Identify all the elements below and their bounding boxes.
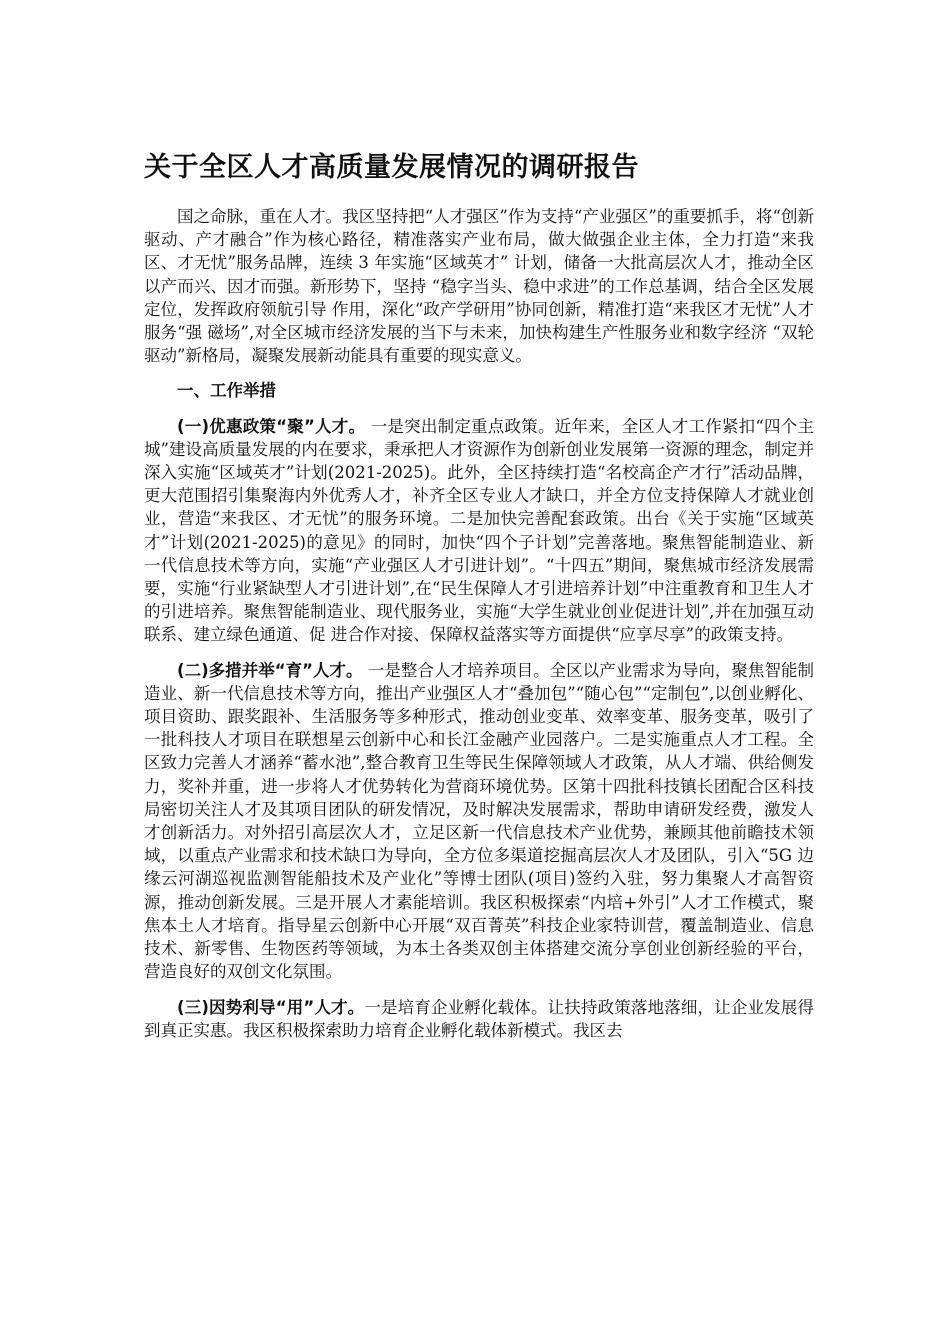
subsection-cultivate-heading: (二)多措并举“育”人才。 bbox=[177, 660, 363, 680]
document-title: 关于全区人才高质量发展情况的调研报告 bbox=[144, 152, 639, 183]
subsection-utilize-heading: (三)因势利导“用”人才。 bbox=[177, 997, 365, 1017]
subsection-utilize-paragraph bbox=[144, 996, 814, 1042]
intro-paragraph: 国之命脉，重在人才。我区坚持把“人才强区”作为支持“产业强区”的重要抓手，将“创新驱动、产才融合”作为核心路径，精准落实产业布局，做大做强企业主体，全力打造“来我区、才无忧”服务品牌，连续 3 年实施“区域英才” 计划，储备一大批高层次人才，推动全区以产而兴、因才而强。新形势下，坚持 “稳字当头、稳中求进”的工作总基调，结合全区发展定位，发挥政府领航引导 作用，深化“政产学研用”协同创新，精准打造“来我区才无忧”人才服务“强 磁场”,对全区城市经济发展的当下与未来，加快构建生产性服务业和数字经济 “双轮驱动”新格局，凝聚发展新动能具有重要的现实意义。 bbox=[144, 207, 814, 366]
subsection-policy-text: 一是突出制定重点政策。近年来，全区人才工作紧扣“四个主城”建设高质量发展的内在要求，秉承把人才资源作为创新创业发展第一资源的理念，制定并深入实施“区域英才”计划(2021-2025)。此外，全区持续打造“名校高企产才行”活动品牌，更大范围招引集聚海内外优秀人才，补齐全区专业人才缺口，并全方位支持保障人才就业创业，营造“来我区、才无忧”的服务环境。二是加快完善配套政策。出台《关于实施“区域英才”计划(2021-2025)的意见》的同时，加快“四个子计划”完善落地。聚焦智能制造业、新一代信息技术等方向，实施“产业强区人才引进计划”。“十四五”期间，聚焦城市经济发展需要，实施“行业紧缺型人才引进计划”,在“民生保障人才引进培养计划”中注重教育和卫生人才的引进培养。聚焦智能制造业、现代服务业，实施“大学生就业创业促进计划”,并在加强互动联系、建立绿色通道、促 进合作对接、保障权益落实等方面提供“应享尽享”的政策支持。 bbox=[144, 416, 814, 645]
subsection-policy-heading: (一)优惠政策“聚”人才。 bbox=[177, 416, 366, 436]
section-heading-work-measures: 一、工作举措 bbox=[177, 381, 276, 401]
document-body bbox=[144, 205, 814, 1042]
subsection-policy-paragraph bbox=[144, 415, 814, 647]
subsection-utilize-text: 一是培育企业孵化载体。让扶持政策落地落细，让企业发展得到真正实惠。我区积极探索助力培育企业孵化载体新模式。我区去 bbox=[144, 997, 814, 1040]
subsection-cultivate-paragraph bbox=[144, 659, 814, 984]
subsection-cultivate-text: 一是整合人才培养项目。全区以产业需求为导向，聚焦智能制造业、新一代信息技术等方向，推出产业强区人才“叠加包”“随心包”“定制包”,以创业孵化、项目资助、跟奖跟补、生活服务等多种形式，推动创业变革、效率变革、服务变革，吸引了一批科技人才项目在联想星云创新中心和长江金融产业园落户。二是实施重点人才工程。全区致力完善人才涵养“蓄水池”,整合教育卫生等民生保障领域人才政策，从人才端、供给侧发力，奖补并重，进一步将人才优势转化为营商环境优势。区第十四批科技镇长团配合区科技局密切关注人才及其项目团队的研发情况，及时解决发展需求，帮助申请研发经费，激发人才创新活力。对外招引高层次人才，立足区新一代信息技术产业优势，兼顾其他前瞻技术领域，以重点产业需求和技术缺口为导向，全方位多渠道挖掘高层次人才及团队，引入“5G 边缘云河湖巡视监测智能船技术及产业化”等博士团队(项目)签约入驻，努力集聚人才高智资源，推动创新发展。三是开展人才素能培训。我区积极探索“内培+外引”人才工作模式，聚焦本土人才培育。指导星云创新中心开展“双百菁英”科技企业家特训营，覆盖制造业、信息技术、新零售、生物医药等领域，为本土各类双创主体搭建交流分享创业创新经验的平台，营造良好的双创文化氛围。 bbox=[144, 660, 814, 982]
